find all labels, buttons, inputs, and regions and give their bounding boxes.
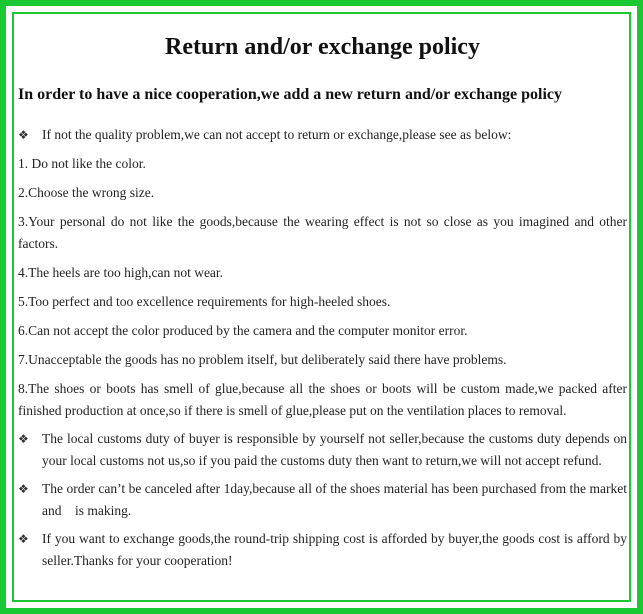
cancel-bullet-text: The order can’t be canceled after 1day,because all of the shoes material has been purchased from the market and is making. [42, 481, 631, 518]
diamond-bullet-icon: ❖ [18, 482, 29, 496]
diamond-bullet-icon: ❖ [18, 432, 29, 446]
customs-bullet-text: The local customs duty of buyer is responsible by yourself not seller,because the customs duty depends on your local customs not us,so if you paid the customs duty then want to return,we will not accept refund. [42, 431, 627, 468]
customs-bullet [18, 428, 627, 472]
policy-item-2: 2.Choose the wrong size. [18, 185, 155, 200]
policy-item-7: 7.Unacceptable the goods has no problem itself, but deliberately said there have problems. [18, 352, 507, 367]
intro-bullet [18, 124, 627, 146]
exchange-bullet-text: If you want to exchange goods,the round-trip shipping cost is afforded by buyer,the goods cost is afford by seller.Thanks for your cooperation! [42, 531, 627, 568]
diamond-bullet-icon: ❖ [18, 532, 29, 546]
policy-item-4: 4.The heels are too high,can not wear. [18, 265, 224, 280]
policy-item-5: 5.Too perfect and too excellence requirements for high-heeled shoes. [18, 294, 391, 309]
policy-subtitle: In order to have a nice cooperation,we add a new return and/or exchange policy [18, 86, 562, 103]
policy-title: Return and/or exchange policy [165, 34, 480, 60]
exchange-bullet [18, 528, 627, 572]
cancel-bullet [18, 478, 631, 522]
policy-item-8: 8.The shoes or boots has smell of glue,because all the shoes or boots will be custom made,we packed after finished production at once,so if there is smell of glue,please put on the ventilation places to removal. [18, 381, 627, 418]
policy-item-1: 1. Do not like the color. [18, 156, 146, 171]
diamond-bullet-icon: ❖ [18, 128, 29, 142]
policy-item-6: 6.Can not accept the color produced by the camera and the computer monitor error. [18, 323, 468, 338]
policy-item-3: 3.Your personal do not like the goods,because the wearing effect is not so close as you imagined and other factors. [18, 214, 627, 251]
intro-bullet-text: If not the quality problem,we can not accept to return or exchange,please see as below: [42, 127, 512, 142]
